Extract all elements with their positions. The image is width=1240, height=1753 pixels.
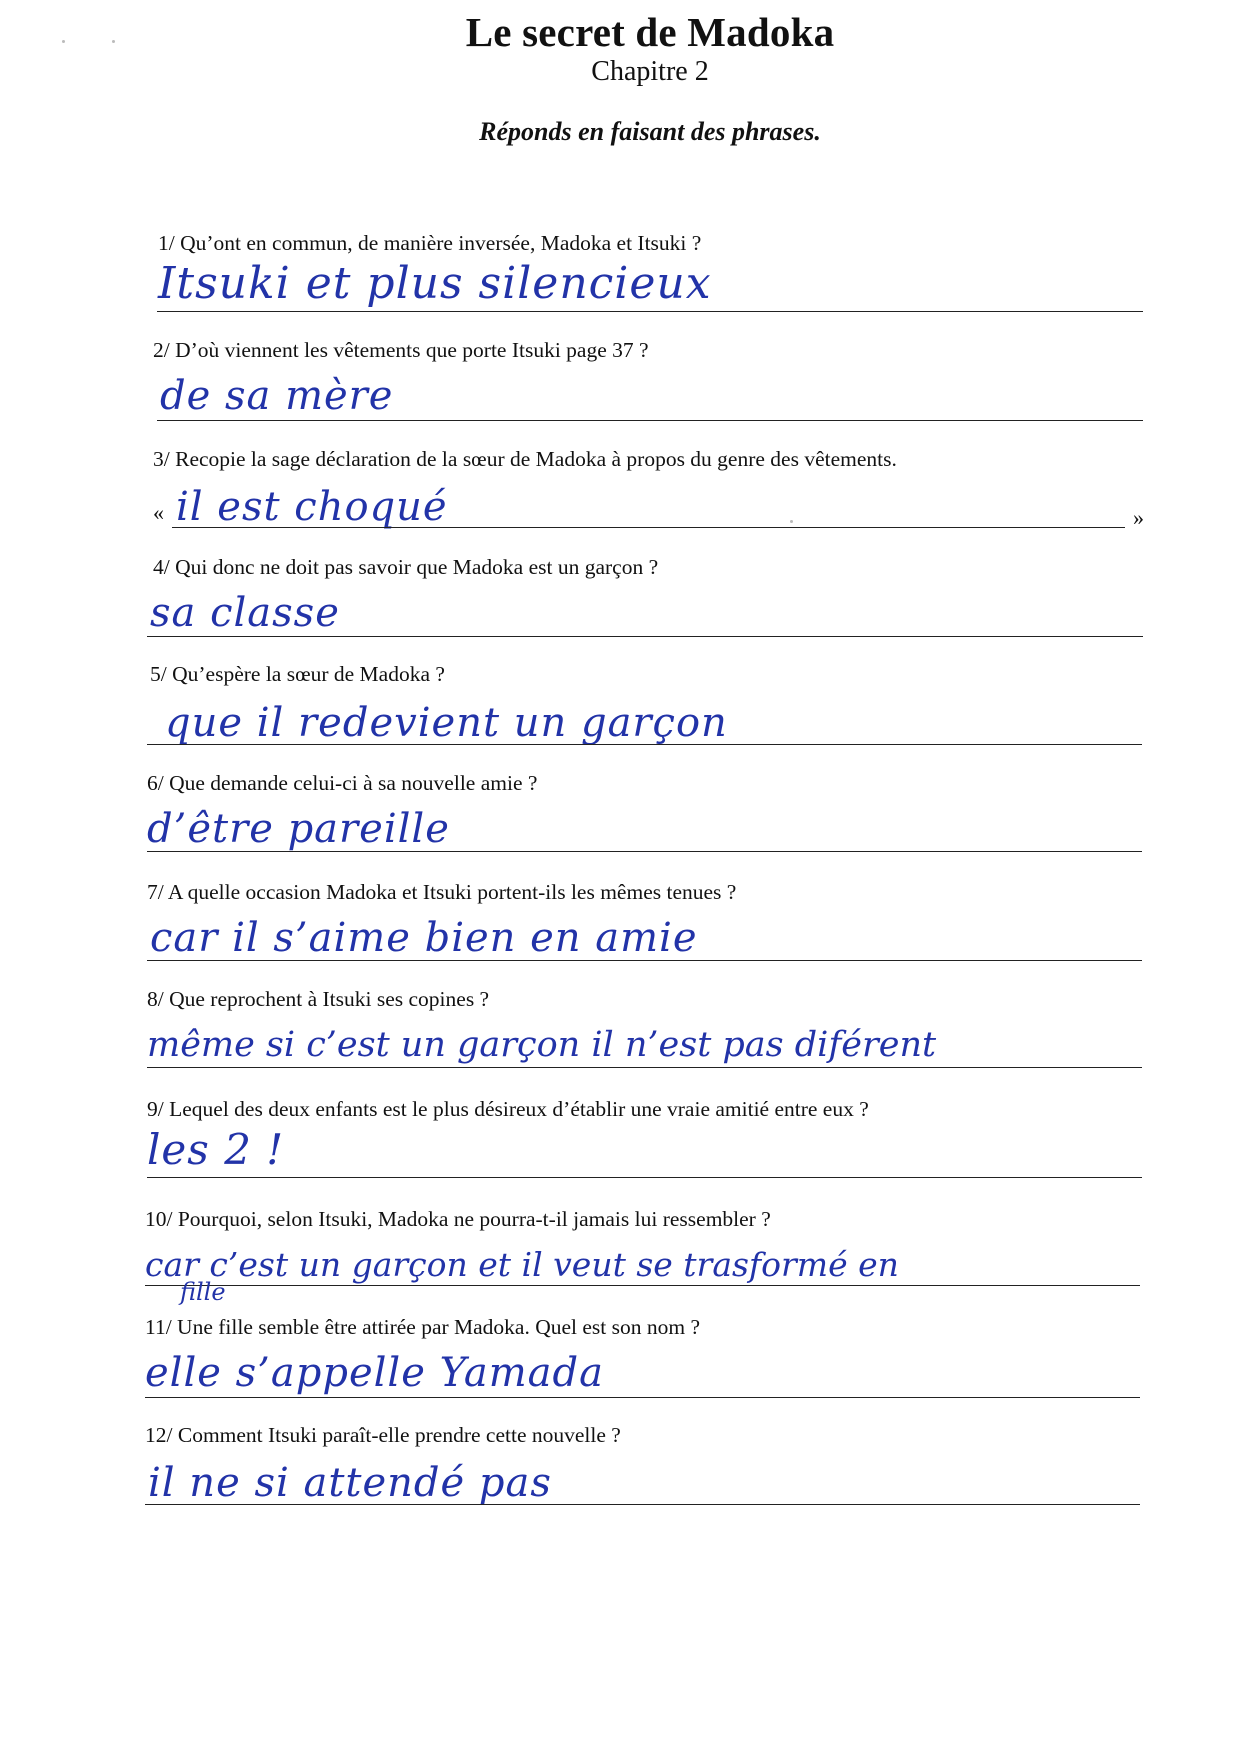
answer-1[interactable]: Itsuki et plus silencieux xyxy=(158,258,712,309)
scan-speck xyxy=(790,520,793,523)
answer-2[interactable]: de sa mère xyxy=(160,373,394,419)
question-8: 8/ Que reprochent à Itsuki ses copines ? xyxy=(147,987,490,1011)
open-quote: « xyxy=(153,500,164,525)
answer-9[interactable]: les 2 ! xyxy=(147,1125,285,1174)
answer-line-5 xyxy=(147,744,1142,745)
chapter-subtitle: Chapitre 2 xyxy=(591,56,709,87)
question-5: 5/ Qu’espère la sœur de Madoka ? xyxy=(150,662,445,686)
scan-speck xyxy=(112,40,115,43)
answer-11[interactable]: elle s’appelle Yamada xyxy=(145,1350,604,1396)
scan-speck xyxy=(62,40,65,43)
answer-line-6 xyxy=(147,851,1142,852)
answer-line-2 xyxy=(157,420,1143,421)
instruction-text: Réponds en faisant des phrases. xyxy=(479,117,821,146)
question-7: 7/ A quelle occasion Madoka et Itsuki portent-ils les mêmes tenues ? xyxy=(147,880,737,904)
question-12: 12/ Comment Itsuki paraît-elle prendre cette nouvelle ? xyxy=(145,1423,621,1447)
answer-line-3 xyxy=(172,527,1125,528)
answer-7[interactable]: car il s’aime bien en amie xyxy=(150,915,698,961)
answer-12[interactable]: il ne si attendé pas xyxy=(148,1460,552,1506)
answer-10[interactable]: car c’est un garçon et il veut se trasformé en xyxy=(145,1245,899,1284)
close-quote: » xyxy=(1133,505,1144,530)
answer-line-1 xyxy=(157,311,1143,312)
question-10: 10/ Pourquoi, selon Itsuki, Madoka ne pourra-t-il jamais lui ressembler ? xyxy=(145,1207,771,1231)
question-6: 6/ Que demande celui-ci à sa nouvelle amie ? xyxy=(147,771,538,795)
answer-line-7 xyxy=(147,960,1142,961)
question-11: 11/ Une fille semble être attirée par Madoka. Quel est son nom ? xyxy=(145,1315,701,1339)
question-3: 3/ Recopie la sage déclaration de la sœur de Madoka à propos du genre des vêtements. xyxy=(153,447,897,471)
page-title: Le secret de Madoka xyxy=(465,9,835,55)
answer-6[interactable]: d’être pareille xyxy=(147,806,450,852)
answer-line-9 xyxy=(147,1177,1142,1178)
answer-line-11 xyxy=(145,1397,1140,1398)
question-1: 1/ Qu’ont en commun, de manière inversée, Madoka et Itsuki ? xyxy=(158,231,702,255)
question-2: 2/ D’où viennent les vêtements que porte Itsuki page 37 ? xyxy=(153,338,649,362)
answer-line-12 xyxy=(145,1504,1140,1505)
answer-3[interactable]: il est choqué xyxy=(176,484,448,530)
answer-4[interactable]: sa classe xyxy=(150,590,340,636)
answer-line-8 xyxy=(147,1067,1142,1068)
answer-line-4 xyxy=(147,636,1143,637)
question-9: 9/ Lequel des deux enfants est le plus désireux d’établir une vraie amitié entre eux ? xyxy=(147,1097,869,1121)
question-4: 4/ Qui donc ne doit pas savoir que Madoka est un garçon ? xyxy=(153,555,659,579)
answer-5[interactable]: que il redevient un garçon xyxy=(165,700,728,746)
answer-8[interactable]: même si c’est un garçon il n’est pas diférent xyxy=(147,1025,937,1065)
inserted-word: fille xyxy=(180,1278,226,1306)
answer-line-10 xyxy=(145,1285,1140,1286)
